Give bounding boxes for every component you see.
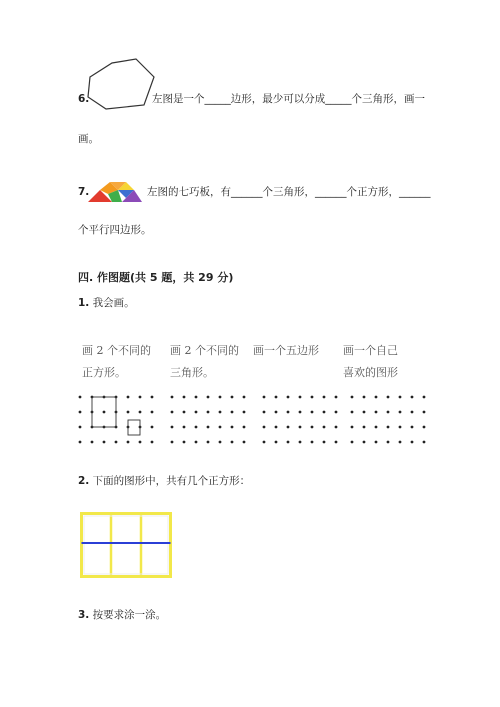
grid-dot <box>363 441 366 444</box>
task-label-line2: 喜欢的图形 <box>343 366 398 379</box>
grid-dot <box>171 411 174 414</box>
grid-dot <box>151 426 154 429</box>
grid-dot <box>375 441 378 444</box>
dot-grid-1[interactable] <box>76 390 156 450</box>
grid-dot <box>287 411 290 414</box>
grid-dot <box>311 426 314 429</box>
grid-dot <box>171 441 174 444</box>
grid-dot <box>183 426 186 429</box>
grid-dot <box>219 411 222 414</box>
question-7-line1: 左图的七巧板，有______个三角形，______个正方形，______ <box>147 186 431 198</box>
grid-dot <box>363 411 366 414</box>
draw-question-3-text: 按要求涂一涂。 <box>92 609 167 621</box>
question-6-number: 6. <box>78 93 90 105</box>
draw-question-1-number: 1. <box>78 297 90 309</box>
grid-dot <box>299 411 302 414</box>
grid-dot <box>335 426 338 429</box>
task-label-squares <box>82 340 151 384</box>
grid-dot <box>399 396 402 399</box>
heptagon-figure <box>84 55 158 115</box>
grid-dot <box>275 411 278 414</box>
grid-dot <box>171 426 174 429</box>
task-label-line1: 画一个五边形 <box>253 344 319 357</box>
grid-dot <box>183 411 186 414</box>
grid-dot <box>399 411 402 414</box>
draw-question-2 <box>78 474 250 488</box>
grid-dot <box>411 396 414 399</box>
dot-grid-4[interactable] <box>348 390 428 450</box>
task-label-line1: 画 2 个不同的 <box>82 344 151 357</box>
grid-dot <box>231 426 234 429</box>
question-7-number: 7. <box>78 186 90 198</box>
dot-grid-3[interactable] <box>260 390 340 450</box>
grid-dot <box>151 441 154 444</box>
task-label-line2: 正方形。 <box>82 366 126 379</box>
example-square-small <box>128 420 140 435</box>
draw-question-1 <box>78 296 135 310</box>
grid-dot <box>115 441 118 444</box>
dot-grid-2[interactable] <box>168 390 248 450</box>
task-label-pentagon <box>253 340 319 362</box>
grid-dot <box>335 396 338 399</box>
question-7-line2: 个平行四边形。 <box>78 224 152 236</box>
draw-question-2-number: 2. <box>78 475 90 487</box>
grid-dot <box>103 411 106 414</box>
grid-dot <box>387 426 390 429</box>
question-6 <box>78 92 89 106</box>
grid-dot <box>263 396 266 399</box>
grid-dot <box>231 411 234 414</box>
grid-dot <box>423 441 426 444</box>
grid-dot <box>351 411 354 414</box>
grid-dot <box>399 426 402 429</box>
grid-dot <box>323 396 326 399</box>
grid-dot <box>171 396 174 399</box>
grid-dot <box>351 396 354 399</box>
grid-dot <box>299 426 302 429</box>
grid-dot <box>207 441 210 444</box>
grid-dot <box>363 396 366 399</box>
grid-dot <box>323 411 326 414</box>
grid-dot <box>387 396 390 399</box>
grid-dot <box>411 426 414 429</box>
grid-dot <box>79 396 82 399</box>
task-label-line1: 画一个自己 <box>343 344 398 357</box>
grid-dot <box>363 426 366 429</box>
grid-dot <box>375 426 378 429</box>
grid-dot <box>231 441 234 444</box>
question-7 <box>78 185 89 199</box>
grid-dot <box>79 441 82 444</box>
grid-dot <box>287 441 290 444</box>
question-6-line1: 左图是一个_____边形，最少可以分成_____个三角形，画一 <box>152 93 425 105</box>
grid-dot <box>323 426 326 429</box>
grid-dot <box>127 396 130 399</box>
task-label-triangles <box>170 340 239 384</box>
grid-dot <box>219 426 222 429</box>
grid-dot <box>207 411 210 414</box>
grid-dot <box>351 441 354 444</box>
grid-dot <box>423 396 426 399</box>
grid-dot <box>91 441 94 444</box>
grid-dot <box>423 411 426 414</box>
grid-dot <box>151 396 154 399</box>
grid-dot <box>263 411 266 414</box>
grid-dot <box>139 411 142 414</box>
task-label-line1: 画 2 个不同的 <box>170 344 239 357</box>
grid-dot <box>411 441 414 444</box>
draw-question-3 <box>78 608 166 622</box>
grid-dot <box>263 426 266 429</box>
grid-dot <box>375 396 378 399</box>
grid-dot <box>275 426 278 429</box>
tangram-figure <box>88 182 142 204</box>
grid-dot <box>287 396 290 399</box>
draw-question-2-text: 下面的图形中，共有几个正方形： <box>92 475 251 487</box>
grid-dot <box>399 441 402 444</box>
grid-dot <box>243 396 246 399</box>
grid-dot <box>387 441 390 444</box>
grid-dot <box>299 441 302 444</box>
grid-dot <box>183 396 186 399</box>
grid-dot <box>423 426 426 429</box>
grid-dot <box>299 396 302 399</box>
grid-dot <box>243 426 246 429</box>
grid-dot <box>219 441 222 444</box>
grid-dot <box>387 411 390 414</box>
grid-dot <box>103 441 106 444</box>
grid-dot <box>207 426 210 429</box>
grid-dot <box>311 411 314 414</box>
task-label-line2: 三角形。 <box>170 366 214 379</box>
grid-dot <box>231 396 234 399</box>
grid-dot <box>243 441 246 444</box>
grid-dot <box>411 411 414 414</box>
grid-dot <box>151 411 154 414</box>
grid-dot <box>243 411 246 414</box>
grid-dot <box>79 426 82 429</box>
grid-dot <box>287 426 290 429</box>
section-4-title: 四. 作图题(共 5 题，共 29 分) <box>78 271 234 284</box>
grid-dot <box>139 396 142 399</box>
grid-dot <box>263 441 266 444</box>
grid-dot <box>195 411 198 414</box>
grid-dot <box>375 411 378 414</box>
grid-dot <box>127 441 130 444</box>
grid-dot <box>311 396 314 399</box>
grid-dot <box>139 441 142 444</box>
draw-question-3-number: 3. <box>78 609 90 621</box>
grid-dot <box>275 441 278 444</box>
grid-dot <box>275 396 278 399</box>
grid-dot <box>79 411 82 414</box>
grid-dot <box>195 441 198 444</box>
grid-dot <box>127 411 130 414</box>
grid-dot <box>335 441 338 444</box>
squares-figure <box>80 512 172 578</box>
grid-dot <box>195 396 198 399</box>
question-6-line2: 画。 <box>78 133 99 145</box>
grid-dot <box>207 396 210 399</box>
grid-dot <box>219 396 222 399</box>
task-label-favorite <box>343 340 398 384</box>
grid-dot <box>323 441 326 444</box>
grid-dot <box>311 441 314 444</box>
grid-dot <box>351 426 354 429</box>
grid-dot <box>335 411 338 414</box>
grid-dot <box>183 441 186 444</box>
grid-dot <box>195 426 198 429</box>
draw-question-1-text: 我会画。 <box>92 297 135 309</box>
